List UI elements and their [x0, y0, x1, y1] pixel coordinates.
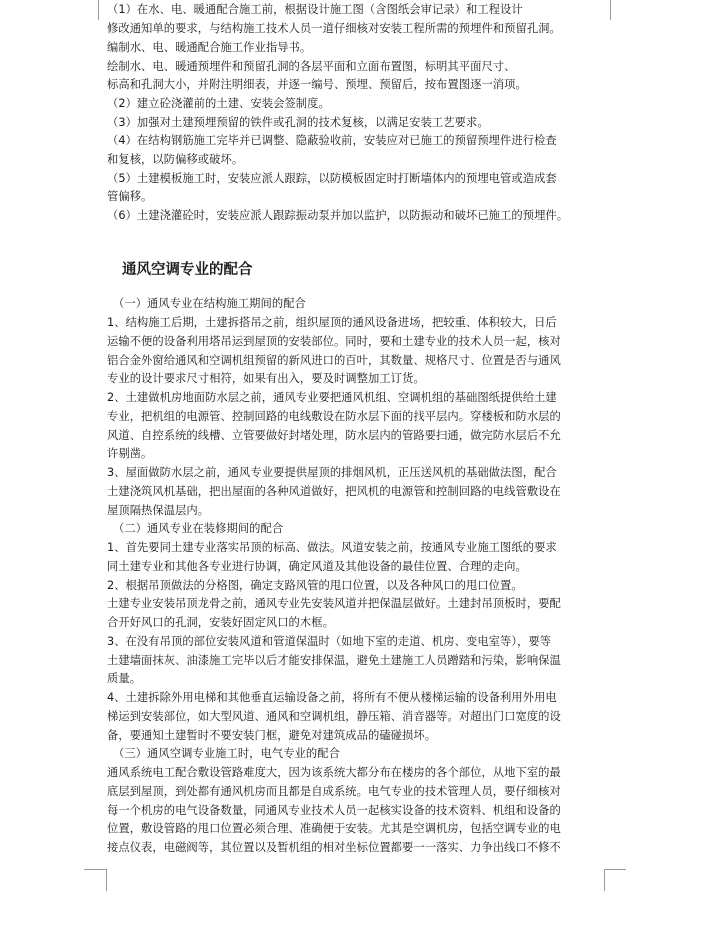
text-line: 备，要通知土建暂时不要安装门框，避免对建筑成品的磕碰损坏。 [107, 729, 437, 742]
text-line: 3、在没有吊顶的部位安装风道和管道保温时（如地下室的走道、机房、变电室等），要等 [107, 635, 552, 648]
text-line: 风道、自控系统的线槽、立管要做好封堵处理，防水层内的管路要扫通，做完防水层后不允 [107, 429, 561, 442]
text-line: 专业，把机组的电源管、控制回路的电线敷设在防水层下面的找平层内。穿楼板和防水层的 [107, 410, 561, 423]
subsection-title: （二）通风专业在装修期间的配合 [113, 522, 284, 535]
text-line: 1、首先要同土建专业落实吊顶的标高、做法。风道安装之前，按通风专业施工图纸的要求 [107, 541, 557, 554]
text-line: 合开好风口的孔洞，安装好固定风口的木框。 [107, 616, 334, 629]
text-line: 通风系统电工配合敷设管路难度大，因为该系统大都分布在楼房的各个部位，从地下室的最 [107, 766, 561, 779]
corner-mark-bottom-right-h [604, 869, 626, 870]
text-line: 许剔凿。 [107, 447, 153, 460]
text-line: 2、根据吊顶做法的分格图，确定支路风管的甩口位置，以及各种风口的甩口位置。 [107, 579, 523, 592]
text-line: （3）加强对土建预埋预留的铁件或孔洞的技术复核，以满足安装工艺要求。 [107, 116, 489, 129]
text-line: 梯运到安装部位，如大型风道、通风和空调机组，静压箱、消音器等。对超出门口宽度的设 [107, 710, 561, 723]
text-line: （1）在水、电、暖通配合施工前，根据设计施工图（含图纸会审记录）和工程设计 [107, 3, 523, 16]
corner-mark-top-left-v [98, 0, 99, 20]
text-line: 绘制水、电、暖通预埋件和预留孔洞的各层平面和立面布置图，标明其平面尺寸、 [107, 60, 516, 73]
text-line: 质量。 [107, 672, 142, 685]
subsection-title: （一）通风专业在结构施工期间的配合 [113, 297, 306, 310]
text-line: 标高和孔洞大小，并附注明细表，并逐一编号、预埋、预留后，按布置图逐一消项。 [107, 78, 527, 91]
text-line: 土建专业安装吊顶龙骨之前，通风专业先安装风道并把保温层做好。土建封吊顶板时，要配 [107, 597, 561, 610]
text-line: 和复核，以防偏移或破坏。 [107, 153, 244, 166]
text-line: 编制水、电、暖通配合施工作业指导书。 [107, 41, 312, 54]
text-line: 3、屋面做防水层之前，通风专业要提供屋顶的排烟风机，正压送风机的基础做法图，配合 [107, 466, 557, 479]
text-line: 位置，敷设管路的甩口位置必须合理、准确便于安装。尤其是空调机房，包括空调专业的电 [107, 822, 561, 835]
text-line: 2、土建做机房地面防水层之前，通风专业要把通风机组、空调机组的基础图纸提供给土建 [107, 391, 557, 404]
section-heading: 通风空调专业的配合 [122, 262, 253, 278]
corner-mark-top-right-v [610, 0, 611, 20]
text-line: 土建浇筑风机基础，把出屋面的各种风道做好，把风机的电源管和控制回路的电线管敷设在 [107, 485, 561, 498]
text-line: （2）建立砼浇灌前的土建、安装会签制度。 [107, 97, 330, 110]
text-line: 管偏移。 [107, 190, 153, 203]
text-line: 底层到屋顶，到处都有通风机房而且都是自成系统。电气专业的技术管理人员，要仔细核对 [107, 785, 561, 798]
corner-mark-bottom-left-h [84, 869, 106, 870]
text-line: 修改通知单的要求，与结构施工技术人员一道仔细核对安装工程所需的预埋件和预留孔洞。 [107, 22, 561, 35]
text-line: 1、结构施工后期，土建拆搭吊之前，组织屋顶的通风设备进场，把较重、体积较大，日后 [107, 316, 557, 329]
corner-mark-bottom-left-v [106, 869, 107, 891]
text-line: 同土建专业和其他各专业进行协调，确定风道及其他设备的最佳位置、合理的走向。 [107, 560, 527, 573]
text-line: 4、土建拆除外用电梯和其他垂直运输设备之前，将所有不便从楼梯运输的设备利用外用电 [107, 691, 557, 704]
text-line: （4）在结构钢筋施工完毕并已调整、隐蔽验收前，安装应对已施工的预留预埋件进行检查 [107, 134, 557, 147]
text-line: （5）土建模板施工时，安装应派人跟踪，以防模板固定时打断墙体内的预埋电管或造成套 [107, 172, 557, 185]
text-line: 专业的设计要求尺寸相符，如果有出入，要及时调整加工订货。 [107, 372, 425, 385]
text-line: 屋顶隔热保温层内。 [107, 504, 210, 517]
text-line: 铝合金外窗给通风和空调机组预留的新风进口的百叶，其数量、规格尺寸、位置是否与通风 [107, 354, 561, 367]
text-line: 运输不便的设备利用塔吊运到屋顶的安装部位。同时，要和土建专业的技术人员一起，核对 [107, 335, 561, 348]
text-line: （6）土建浇灌砼时，安装应派人跟踪振动泵并加以监护，以防振动和破坏已施工的预埋件。 [107, 209, 569, 222]
corner-mark-bottom-right-v [604, 869, 605, 891]
text-line: 接点仪表，电磁阀等，其位置以及暂机组的相对坐标位置都要一一落实、力争出线口不修不 [107, 841, 561, 854]
text-line: 每一个机房的电气设备数量，同通风专业技术人员一起核实设备的技术资料、机组和设备的 [107, 804, 561, 817]
text-line: 土建墙面抹灰、油漆施工完毕以后才能安排保温，避免土建施工人员蹭踏和污染，影响保温 [107, 654, 561, 667]
subsection-title: （三）通风空调专业施工时，电气专业的配合 [113, 747, 340, 760]
